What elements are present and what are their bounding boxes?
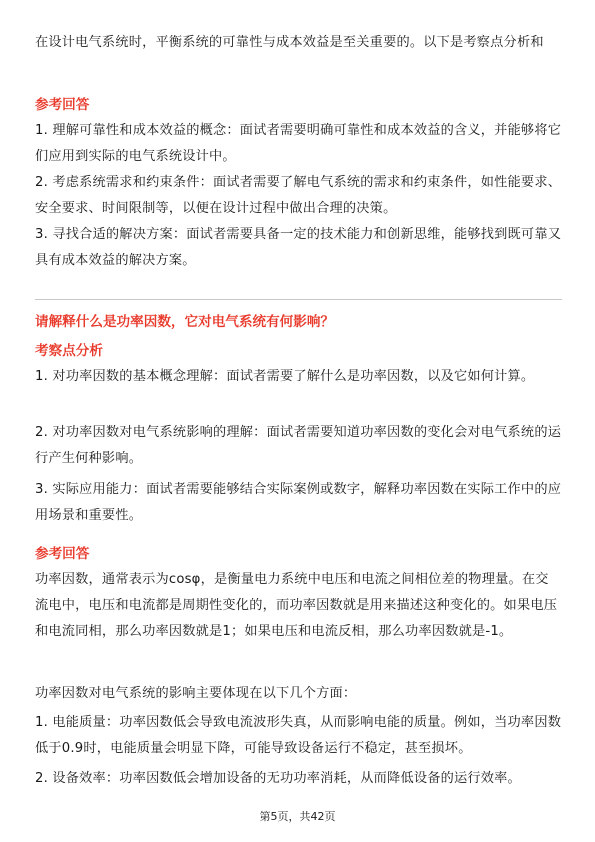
analysis-item: 1. 对功率因数的基本概念理解：面试者需要了解什么是功率因数，以及它如何计算。	[35, 369, 535, 384]
analysis-item: 2. 对功率因数对电气系统影响的理解：面试者需要知道功率因数的变化会对电气系统的运行产生何种影响。	[35, 425, 562, 466]
reference-answer-heading: 参考回答	[35, 97, 90, 113]
answer-paragraph: 功率因数对电气系统的影响主要体现在以下几个方面：	[35, 686, 357, 701]
answer-item: 3. 寻找合适的解决方案：面试者需要具备一定的技术能力和创新思维，能够找到既可靠又具有成本效益的解决方案。	[35, 227, 562, 268]
page-number: 第5页，共42页	[259, 810, 336, 823]
analysis-item: 3. 实际应用能力：面试者需要能够结合实际案例或数字，解释功率因数在实际工作中的应用场景和重要性。	[35, 482, 562, 523]
section-divider	[35, 299, 562, 300]
answer-paragraph: 功率因数，通常表示为cosφ，是衡量电力系统中电压和电流之间相位差的物理量。在交流电中，电压和电流都是周期性变化的，而功率因数就是用来描述这种变化的。如果电压和电流同相，那么功率因数就是1；如果电压和电流反相，那么功率因数就是-1。	[35, 572, 558, 639]
answer-item: 2. 考虑系统需求和约束条件：面试者需要了解电气系统的需求和约束条件，如性能要求、安全要求、时间限制等，以便在设计过程中做出合理的决策。	[35, 175, 562, 216]
intro-paragraph: 在设计电气系统时，平衡系统的可靠性与成本效益是至关重要的。以下是考察点分析和	[35, 35, 544, 50]
answer-item: 1. 电能质量：功率因数低会导致电流波形失真，从而影响电能的质量。例如，当功率因数低于0.9时，电能质量会明显下降，可能导致设备运行不稳定，甚至损坏。	[35, 715, 562, 756]
reference-answer-heading: 参考回答	[35, 546, 90, 562]
analysis-heading: 考察点分析	[35, 343, 103, 359]
answer-item: 2. 设备效率：功率因数低会增加设备的无功功率消耗，从而降低设备的运行效率。	[35, 771, 521, 786]
answer-item: 1. 理解可靠性和成本效益的概念：面试者需要明确可靠性和成本效益的含义，并能够将它们应用到实际的电气系统设计中。	[35, 123, 562, 164]
question-heading: 请解释什么是功率因数，它对电气系统有何影响？	[35, 314, 335, 330]
